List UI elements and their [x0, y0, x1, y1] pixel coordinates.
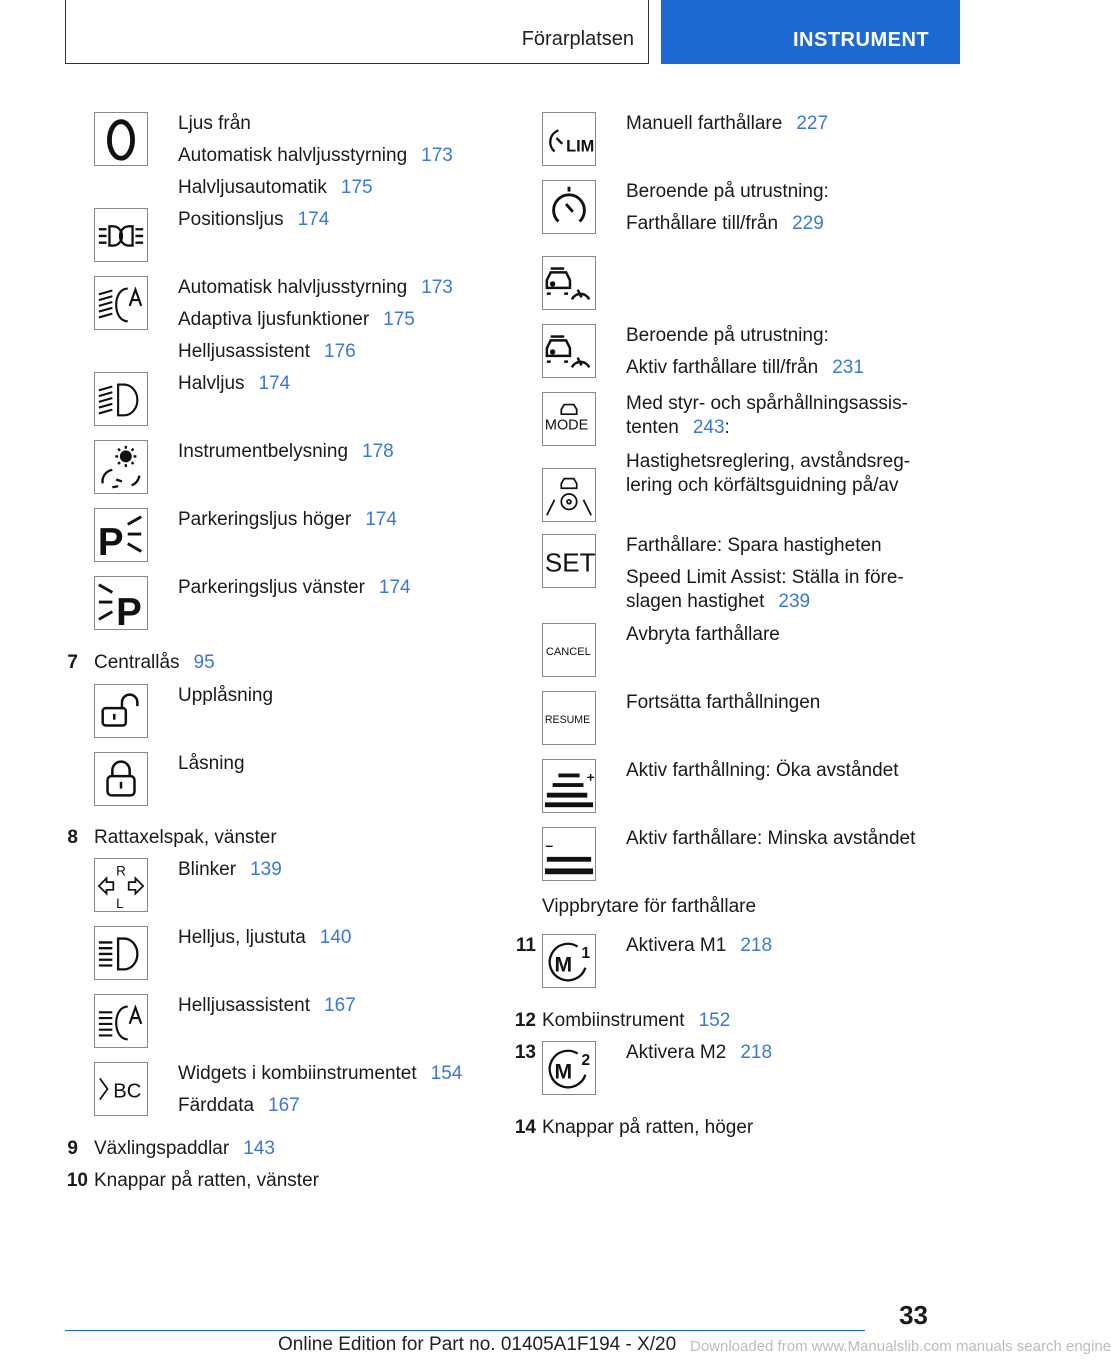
header-section-title: Förarplatsen — [521, 28, 634, 50]
page-ref[interactable]: 243 — [692, 417, 725, 438]
steering-assist-note: Med styr- och spårhållningsassis- — [626, 393, 908, 414]
cruise-onoff-entry: Farthållare till/från 229 — [626, 213, 824, 234]
parking-light-right-icon — [94, 508, 148, 565]
page-ref[interactable]: 218 — [740, 1042, 773, 1063]
distance-increase-label: Aktiv farthållning: Öka avståndet — [626, 760, 899, 781]
bc-glyph: BC — [113, 1080, 142, 1103]
distance-decrease-label: Aktiv farthållare: Minska avståndet — [626, 828, 916, 849]
mode-icon — [542, 392, 596, 446]
high-beam-assistant-icon — [94, 994, 148, 1048]
cancel-glyph: CANCEL — [545, 645, 591, 658]
resume-label: Fortsätta farthållningen — [626, 692, 821, 713]
steering-assist-icon — [542, 468, 596, 522]
cancel-label: Avbryta farthållare — [626, 624, 780, 645]
high-beam-assistant-entry: Helljusassistent 176 — [178, 341, 356, 362]
parking-light-left-icon — [94, 576, 148, 635]
set-speed-label: Farthållare: Spara hastigheten — [626, 535, 882, 556]
distance-minus-icon — [542, 827, 596, 881]
turn-signal-icon — [94, 858, 148, 912]
bc-icon — [94, 1062, 148, 1116]
page-ref[interactable]: 239 — [778, 591, 811, 612]
page-ref[interactable]: 139 — [250, 859, 282, 880]
lock-icon — [94, 752, 148, 806]
parking-p-glyph: P — [97, 521, 124, 565]
page-ref[interactable]: 143 — [243, 1138, 275, 1159]
page-ref[interactable]: 140 — [319, 927, 352, 948]
parking-left-entry: Parkeringsljus vänster 174 — [178, 577, 411, 598]
shift-paddles-entry: Växlingspaddlar 143 — [94, 1138, 275, 1159]
left-l-glyph: L — [116, 896, 124, 912]
page-ref[interactable]: 231 — [832, 357, 864, 378]
steering-assist-ref: tenten 243: — [626, 417, 730, 438]
page-ref[interactable]: 218 — [740, 935, 773, 956]
speed-limit-assist-line: Speed Limit Assist: Ställa in före- — [626, 567, 904, 588]
trip-data-entry: Färddata 167 — [178, 1095, 300, 1116]
page-ref[interactable]: 167 — [268, 1095, 300, 1116]
active-cruise-icon-b — [542, 324, 596, 378]
distance-plus-icon — [542, 759, 596, 813]
footer-edition: Online Edition for Part no. 01405A1F194 - X/20 — [278, 1334, 677, 1355]
resume-icon — [542, 691, 596, 745]
page-ref[interactable]: 174 — [365, 509, 397, 530]
lock-label: Låsning — [178, 753, 245, 774]
item-number: 13 — [514, 1042, 536, 1063]
m1-entry: Aktivera M1 218 — [626, 935, 773, 956]
unlock-icon — [94, 684, 148, 738]
item-number: 12 — [514, 1010, 536, 1031]
m2-entry: Aktivera M2 218 — [626, 1042, 773, 1063]
cancel-icon — [542, 623, 596, 677]
page-ref[interactable]: 173 — [421, 277, 453, 298]
suggested-speed-entry: slagen hastighet 239 — [626, 591, 811, 612]
central-lock-entry: Centrallås 95 — [94, 652, 215, 673]
footer-watermark: Downloaded from www.Manualslib.com manuals search engine — [690, 1338, 1111, 1355]
instrument-cluster-entry: Kombiinstrument 152 — [542, 1010, 731, 1031]
wheel-buttons-left-label: Knappar på ratten, vänster — [94, 1170, 319, 1191]
parking-p-glyph-left: P — [116, 591, 142, 635]
page-ref[interactable]: 174 — [297, 209, 330, 230]
page-ref[interactable]: 95 — [193, 652, 215, 673]
m1-sub-glyph: 1 — [581, 945, 591, 963]
page-number: 33 — [899, 1300, 928, 1330]
item-number: 7 — [67, 652, 78, 673]
item-number: 14 — [514, 1117, 536, 1138]
header-chapter-tab[interactable] — [661, 0, 960, 64]
instrument-lighting-icon — [94, 440, 148, 494]
widgets-entry: Widgets i kombiinstrumentet 154 — [178, 1063, 463, 1084]
unlock-label: Upplåsning — [178, 685, 274, 706]
m1-glyph: M — [554, 953, 573, 977]
page-ref[interactable]: 174 — [258, 373, 291, 394]
parking-lights-icon — [94, 208, 148, 262]
item-number: 8 — [67, 827, 78, 848]
wheel-buttons-right-label: Knappar på ratten, höger — [542, 1117, 754, 1138]
right-r-glyph: R — [116, 863, 126, 879]
active-cruise-icon-a — [542, 256, 596, 310]
item-number: 11 — [515, 935, 536, 956]
item-number: 10 — [66, 1170, 88, 1191]
low-beam-entry: Halvljus 174 — [178, 373, 291, 394]
page-ref[interactable]: 175 — [383, 309, 415, 330]
stalk-left-label: Rattaxelspak, vänster — [94, 827, 277, 848]
resume-glyph: RESUME — [544, 713, 591, 726]
auto-low-beam-entry-2: Automatisk halvljusstyrning 173 — [178, 277, 453, 298]
active-cruise-entry: Aktiv farthållare till/från 231 — [626, 357, 864, 378]
speed-limiter-icon — [542, 112, 596, 166]
header-chapter-title: INSTRUMENT — [793, 29, 930, 51]
speed-distance-line1: Hastighetsreglering, avståndsreg- — [626, 451, 911, 472]
speed-limiter-entry: Manuell farthållare 227 — [626, 113, 829, 134]
equipment-note: Beroende på utrustning: — [626, 181, 829, 202]
cruise-control-icon — [542, 180, 596, 234]
header-section-box — [65, 0, 649, 64]
parking-right-entry: Parkeringsljus höger 174 — [178, 509, 397, 530]
page-ref[interactable]: 167 — [324, 995, 356, 1016]
instrument-lighting-entry: Instrumentbelysning 178 — [178, 441, 394, 462]
page-ref[interactable]: 176 — [324, 341, 356, 362]
high-beam-entry: Helljus, ljustuta 140 — [178, 927, 352, 948]
set-icon — [542, 534, 596, 588]
page-ref[interactable]: 227 — [796, 113, 829, 134]
auto-low-beam-entry: Automatisk halvljusstyrning 173 — [178, 145, 453, 166]
auto-high-beam-icon — [94, 276, 148, 330]
m2-icon — [542, 1041, 596, 1095]
low-beam-icon — [94, 372, 148, 426]
page-ref[interactable]: 175 — [340, 177, 373, 198]
page-ref[interactable]: 152 — [698, 1010, 731, 1031]
page-ref[interactable]: 178 — [362, 441, 394, 462]
page-ref[interactable]: 174 — [378, 577, 411, 598]
equipment-note-2: Beroende på utrustning: — [626, 325, 829, 346]
page-ref[interactable]: 229 — [792, 213, 824, 234]
low-beam-auto-entry: Halvljusautomatik 175 — [178, 177, 373, 198]
turn-signal-entry: Blinker 139 — [178, 859, 282, 880]
lim-glyph: LIM — [566, 137, 595, 156]
m1-icon — [542, 934, 596, 988]
set-glyph: SET — [544, 547, 596, 578]
m2-sub-glyph: 2 — [581, 1052, 591, 1070]
rocker-switch-label: Vippbrytare för farthållare — [542, 896, 757, 917]
high-beam-assistant-entry-2: Helljusassistent 167 — [178, 995, 356, 1016]
mode-glyph: MODE — [544, 417, 589, 434]
light-off-label: Ljus från — [178, 113, 251, 134]
page-ref[interactable]: 154 — [430, 1063, 463, 1084]
high-beam-icon — [94, 926, 148, 980]
position-lights-entry: Positionsljus 174 — [178, 209, 330, 230]
light-off-icon — [94, 112, 148, 166]
adaptive-light-entry: Adaptiva ljusfunktioner 175 — [178, 309, 415, 330]
m2-glyph: M — [554, 1060, 573, 1084]
speed-distance-line2: lering och körfältsguidning på/av — [626, 475, 899, 496]
footer-divider — [65, 1330, 865, 1331]
page-ref[interactable]: 173 — [421, 145, 453, 166]
item-number: 9 — [67, 1138, 78, 1159]
